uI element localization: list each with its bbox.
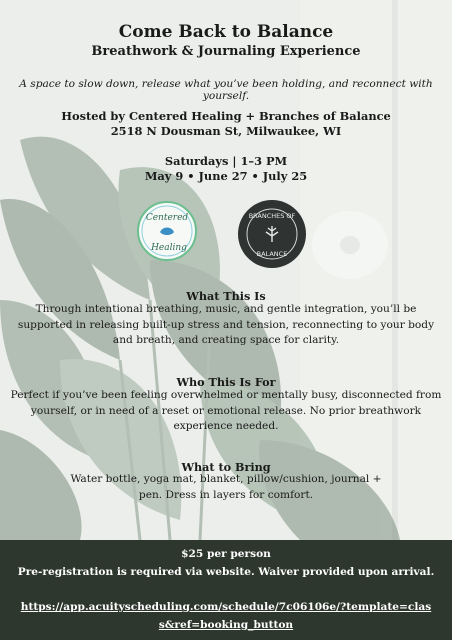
event-title: Come Back to Balance: [118, 22, 334, 42]
schedule-dates: May 9 • June 27 • July 25: [144, 169, 308, 183]
section-heading-who: Who This Is For: [176, 375, 276, 389]
event-subtitle: Breathwork & Journaling Experience: [91, 44, 361, 59]
schedule-info: [0, 154, 452, 184]
section-heading-bring: What to Bring: [181, 460, 271, 474]
footer-bar: [0, 540, 452, 640]
host-line: Hosted by Centered Healing + Branches of Balance: [61, 109, 391, 123]
section-body-bring: Water bottle, yoga mat, blanket, pillow/cushion, journal + pen. Dress in layers for comfort.: [70, 473, 382, 501]
section-heading-what: What This Is: [186, 289, 266, 303]
centered-healing-logo: [136, 196, 198, 266]
host-info: [0, 109, 452, 139]
branches-logo-top-text: BRANCHES OF: [248, 212, 296, 220]
preregistration-text: Pre-registration is required via website. Waiver provided upon arrival.: [17, 566, 435, 578]
event-tagline: A space to slow down, release what you’ve been holding, and reconnect with yourself.: [19, 78, 433, 102]
branches-of-balance-logo: [236, 198, 308, 270]
section-body-what: Through intentional breathing, music, and gentle integration, you’ll be supported in releasing built-up stress and tension, reconnecting to your body and breath, and creating space for clarity.: [17, 303, 435, 346]
centered-logo-top-text: Centered: [145, 213, 189, 223]
section-body-who: Perfect if you’ve been feeling overwhelmed or mentally busy, disconnected from yourself, or in need of a reset or emotional release. No prior breathwork experience needed.: [10, 389, 442, 432]
price-text: $25 per person: [181, 548, 271, 560]
host-address: 2518 N Dousman St, Milwaukee, WI: [110, 124, 342, 138]
registration-link[interactable]: https://app.acuityscheduling.com/schedule/7c06106e/?template=class&ref=booking_button: [20, 601, 432, 631]
branches-logo-bottom-text: BALANCE: [256, 250, 288, 258]
centered-logo-bottom-text: Healing: [151, 243, 187, 253]
schedule-day-time: Saturdays | 1–3 PM: [164, 154, 288, 168]
